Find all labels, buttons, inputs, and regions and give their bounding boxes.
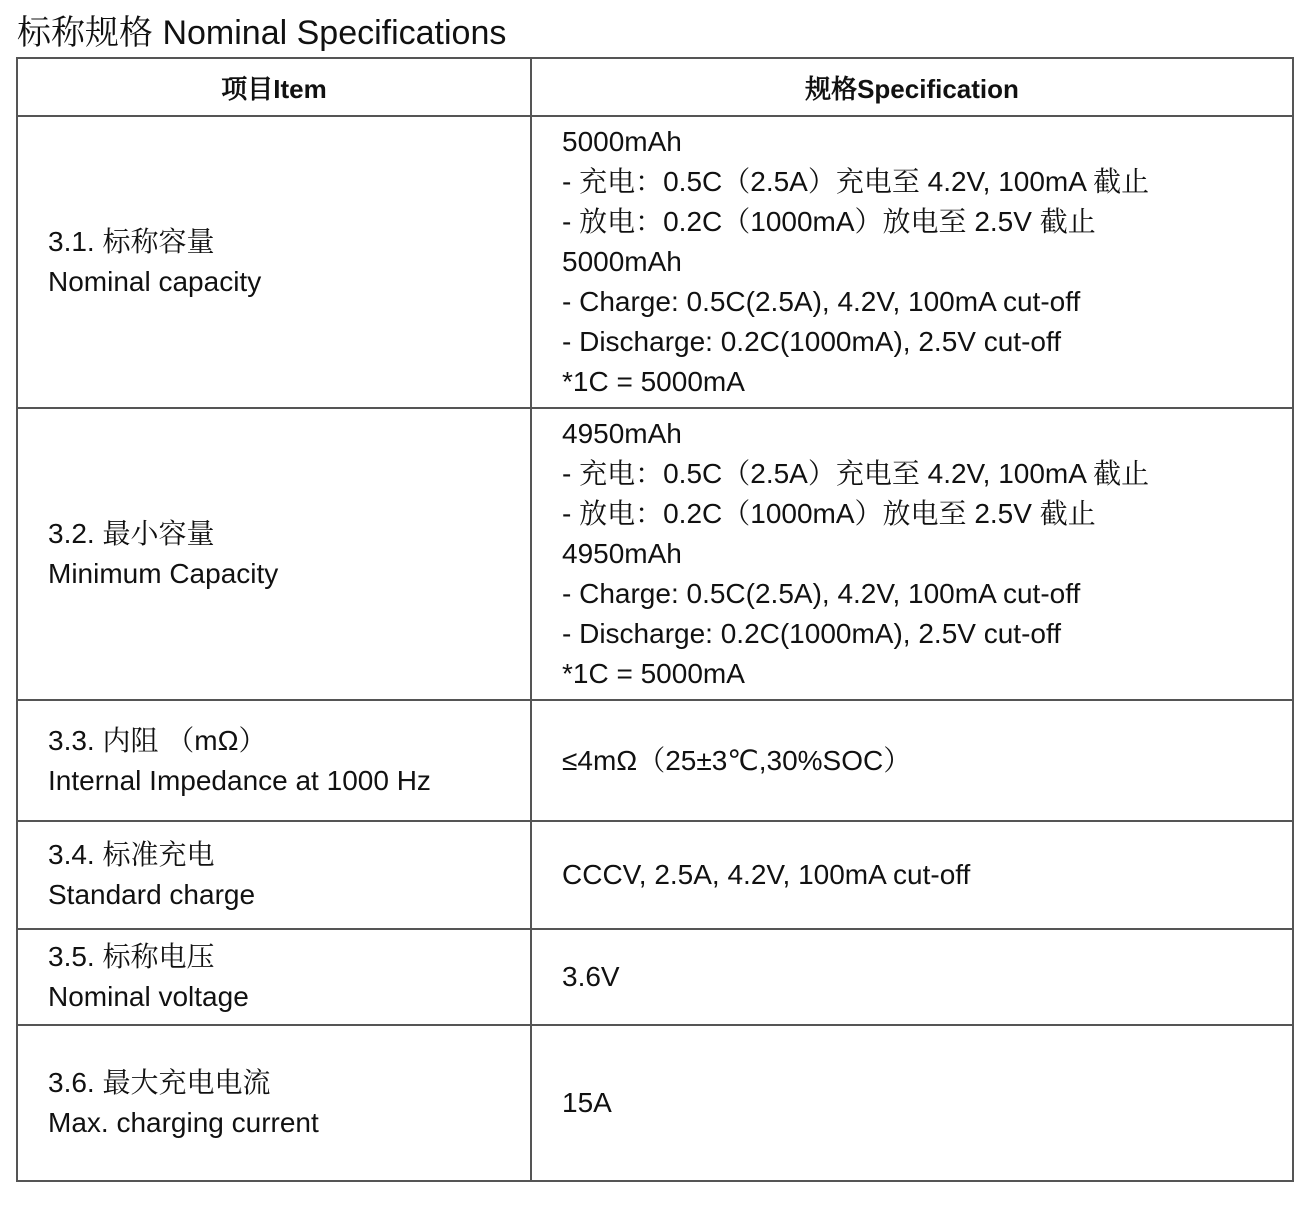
item-cell bbox=[17, 1025, 531, 1181]
table-row bbox=[17, 408, 1293, 700]
item-english-label: Max. charging current bbox=[48, 1107, 319, 1138]
item-english-label: Minimum Capacity bbox=[48, 558, 279, 589]
item-cell bbox=[17, 821, 531, 929]
spec-line: - Discharge: 0.2C(1000mA), 2.5V cut-off bbox=[562, 618, 1062, 649]
page-title: 标称规格 Nominal Specifications bbox=[17, 14, 507, 52]
specification-cell bbox=[531, 1025, 1293, 1181]
specification-cell bbox=[531, 408, 1293, 700]
item-english-label: Nominal voltage bbox=[48, 981, 249, 1012]
table-row bbox=[17, 821, 1293, 929]
item-chinese-label: 3.5. 标称电压 bbox=[48, 941, 215, 972]
item-chinese-label: 3.4. 标准充电 bbox=[48, 839, 215, 870]
spec-line: - Discharge: 0.2C(1000mA), 2.5V cut-off bbox=[562, 326, 1062, 357]
spec-line: 3.6V bbox=[562, 961, 620, 992]
table-row bbox=[17, 116, 1293, 408]
spec-line: - 充电：0.5C（2.5A）充电至 4.2V, 100mA 截止 bbox=[562, 458, 1150, 489]
item-english-label: Nominal capacity bbox=[48, 266, 262, 297]
spec-line: 5000mAh bbox=[562, 126, 682, 157]
spec-line: *1C = 5000mA bbox=[562, 366, 745, 397]
item-cell bbox=[17, 700, 531, 821]
table-row bbox=[17, 700, 1293, 821]
table-header-row bbox=[17, 58, 1293, 116]
spec-line: 4950mAh bbox=[562, 418, 682, 449]
specification-cell bbox=[531, 116, 1293, 408]
spec-line: 4950mAh bbox=[562, 538, 682, 569]
item-chinese-label: 3.1. 标称容量 bbox=[48, 226, 215, 257]
spec-line: - Charge: 0.5C(2.5A), 4.2V, 100mA cut-off bbox=[562, 286, 1081, 317]
table-row bbox=[17, 1025, 1293, 1181]
spec-line: CCCV, 2.5A, 4.2V, 100mA cut-off bbox=[562, 859, 971, 890]
specifications-table bbox=[16, 57, 1294, 1182]
item-chinese-label: 3.2. 最小容量 bbox=[48, 518, 215, 549]
spec-line: - Charge: 0.5C(2.5A), 4.2V, 100mA cut-off bbox=[562, 578, 1081, 609]
specification-cell bbox=[531, 929, 1293, 1025]
spec-line: 5000mAh bbox=[562, 246, 682, 277]
spec-line: - 放电：0.2C（1000mA）放电至 2.5V 截止 bbox=[562, 498, 1096, 529]
table-row bbox=[17, 929, 1293, 1025]
spec-line: ≤4mΩ（25±3℃,30%SOC） bbox=[562, 744, 912, 776]
item-english-label: Internal Impedance at 1000 Hz bbox=[48, 764, 431, 796]
spec-line: 15A bbox=[562, 1087, 612, 1118]
item-cell bbox=[17, 929, 531, 1025]
specification-column-header: 规格Specification bbox=[531, 58, 1293, 116]
spec-line: - 充电：0.5C（2.5A）充电至 4.2V, 100mA 截止 bbox=[562, 166, 1150, 197]
item-column-header: 项目Item bbox=[17, 58, 531, 116]
specification-cell bbox=[531, 821, 1293, 929]
item-chinese-label: 3.3. 内阻 （mΩ） bbox=[48, 724, 267, 756]
item-cell bbox=[17, 116, 531, 408]
item-chinese-label: 3.6. 最大充电电流 bbox=[48, 1067, 271, 1098]
spec-line: - 放电：0.2C（1000mA）放电至 2.5V 截止 bbox=[562, 206, 1096, 237]
spec-line: *1C = 5000mA bbox=[562, 658, 745, 689]
item-english-label: Standard charge bbox=[48, 879, 256, 910]
item-cell bbox=[17, 408, 531, 700]
specification-cell bbox=[531, 700, 1293, 821]
